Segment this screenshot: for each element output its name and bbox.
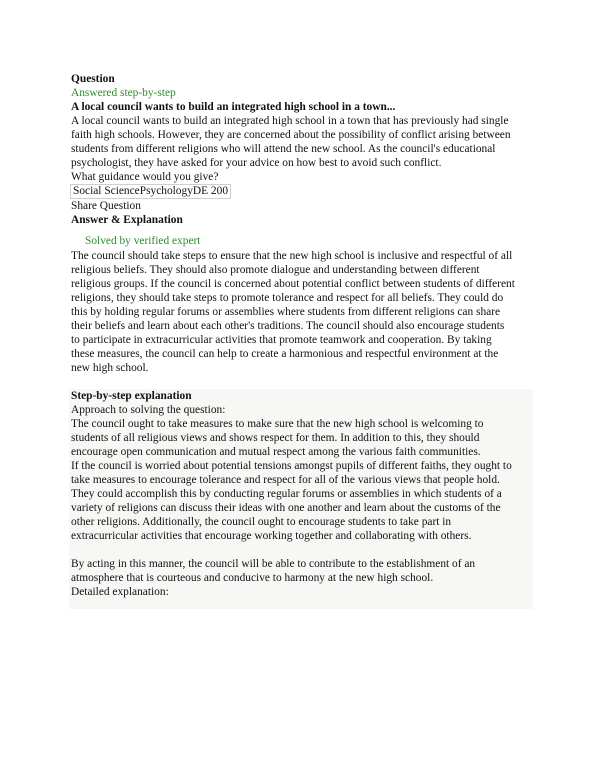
- answer-line: this by holding regular forums or assemblies where students from different religions can share: [71, 306, 501, 318]
- question-line: students from different religions who will attend the new school. As the council's educational: [71, 143, 496, 155]
- step-heading: Step-by-step explanation: [71, 390, 192, 402]
- step-line: They could accomplish this by conducting regular forums or assemblies in which students of a: [71, 488, 502, 500]
- step-line: students of all religious views and shows respect for them. In addition to this, they should: [71, 432, 480, 444]
- step-line: other religions. Additionally, the council ought to encourage students to take part in: [71, 516, 452, 528]
- answer-line: religions, they should take steps to promote tolerance and respect for all beliefs. They could do: [71, 292, 504, 304]
- step-line: By acting in this manner, the council will be able to contribute to the establishment of an: [71, 558, 476, 570]
- step-line: encourage open communication and mutual respect among the various faith communities.: [71, 446, 481, 458]
- section-gap: [71, 375, 536, 389]
- question-body: [71, 114, 536, 184]
- answer-line: new high school.: [71, 362, 149, 374]
- question-heading: Question: [71, 73, 115, 85]
- solved-badge: Solved by verified expert: [85, 235, 201, 247]
- answer-heading: Answer & Explanation: [71, 214, 183, 226]
- answer-line: to participate in extracurricular activities that promote teamwork and cooperation. By taking: [71, 334, 492, 346]
- detailed-explanation-label: Detailed explanation:: [71, 586, 169, 598]
- answer-line: The council should take steps to ensure that the new high school is inclusive and respectful of all: [71, 250, 513, 262]
- answer-line: religious beliefs. They should also promote dialogue and understanding between different: [71, 264, 480, 276]
- step-line: take measures to encourage tolerance and respect for all of the various views that people hold.: [71, 474, 500, 486]
- answer-body: [71, 249, 536, 375]
- step-line: extracurricular activities that encourage working together and collaborating with others.: [71, 530, 472, 542]
- answered-label: Answered step-by-step: [71, 87, 176, 99]
- answer-line: their beliefs and learn about each other's traditions. The council should also encourage students: [71, 320, 505, 332]
- step-line: Approach to solving the question:: [71, 404, 226, 416]
- step-line: atmosphere that is courteous and conducive to harmony at the new high school.: [71, 572, 434, 584]
- question-line: A local council wants to build an integrated high school in a town that has previously had single: [71, 115, 509, 127]
- document-page: [71, 72, 536, 609]
- step-line: If the council is worried about potential tensions amongst pupils of different faiths, they ought to: [71, 460, 512, 472]
- step-line: variety of religions can discuss their ideas with one another and learn about the customs of the: [71, 502, 501, 514]
- question-line: faith high schools. However, they are concerned about the possibility of conflict arising between: [71, 129, 511, 141]
- paragraph-gap: [71, 543, 533, 557]
- question-title: A local council wants to build an integrated high school in a town...: [71, 101, 396, 113]
- question-line: psychologist, they have asked for your advice on how best to avoid such conflict.: [71, 157, 442, 169]
- answer-line: religious groups. If the council is concerned about potential conflict between students of different: [71, 278, 515, 290]
- question-line: What guidance would you give?: [71, 171, 219, 183]
- share-question-link[interactable]: Share Question: [71, 200, 141, 212]
- subject-tags[interactable]: Social SciencePsychologyDE 200: [70, 184, 231, 199]
- step-by-step-section: [69, 389, 533, 609]
- answer-line: these measures, the council can help to create a harmonious and respectful environment at the: [71, 348, 499, 360]
- step-line: The council ought to take measures to make sure that the new high school is welcoming to: [71, 418, 484, 430]
